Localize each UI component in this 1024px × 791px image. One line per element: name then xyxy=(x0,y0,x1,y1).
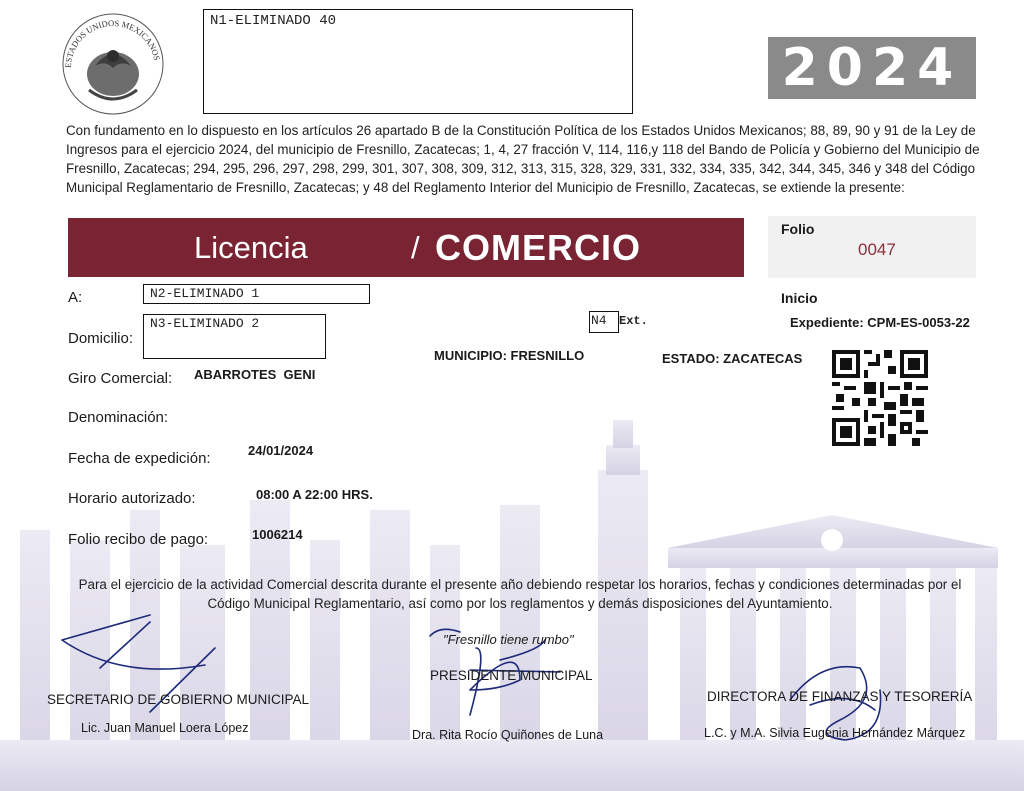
expediente-text: Expediente: CPM-ES-0053-22 xyxy=(790,315,970,330)
secretario-name: Lic. Juan Manuel Loera López xyxy=(81,721,249,735)
domicilio-label: Domicilio: xyxy=(68,330,134,347)
giro-comercial-value: ABARROTES GENI xyxy=(194,367,316,382)
folio-value: 0047 xyxy=(858,240,896,259)
ext-label: Ext. xyxy=(619,314,648,328)
legal-basis-text: Con fundamento en lo dispuesto en los artículos 26 apartado B de la Constitución Política de los Estados Unidos Mexicanos; 88, 89, 90 y 91 de la Ley de Ingresos para el ejercicio 2024, del municipio de Fresnillo, Zacatecas; 1, 4, 27 fracción V, 114, 116,y 118 del Bando de Policía y Gobierno del Municipio de Fresnillo, Zacatecas; 294, 295, 296, 297, 298, 299, 301, 307, 308, 309, 312, 313, 315, 328, 329, 331, 332, 334, 335, 342, 344, 345, 346 y 348 del Código Municipal Reglamentario de Fresnillo, Zacatecas; y 48 del Reglamento Interior del Municipio de Fresnillo, Zacatecas, se extiende la presente: xyxy=(66,123,980,195)
license-type-value: COMERCIO xyxy=(435,227,641,268)
inicio-label: Inicio xyxy=(781,290,818,306)
banner-slash: / xyxy=(411,230,420,265)
estado-text: ESTADO: ZACATECAS xyxy=(662,351,803,366)
giro-comercial-label: Giro Comercial: xyxy=(68,370,173,387)
licencia-label: Licencia xyxy=(194,230,308,265)
year-badge: 2024 xyxy=(768,37,976,99)
seal-text: ESTADOS UNIDOS MEXICANOS xyxy=(62,17,163,69)
conditions-statement: Para el ejercicio de la actividad Comercial descrita durante el presente año debiendo respetar los horarios, fechas y condiciones determinadas por el Código Municipal Reglamentario, así como por los reglamentos y demás disposiciones del Ayuntamiento. xyxy=(78,577,962,611)
domicilio-value: N3-ELIMINADO 2 xyxy=(143,314,326,359)
denominacion-label: Denominación: xyxy=(68,409,169,426)
municipio-text: MUNICIPIO: FRESNILLO xyxy=(434,348,585,363)
folio-recibo-value: 1006214 xyxy=(252,527,303,542)
horario-value: 08:00 A 22:00 HRS. xyxy=(256,487,373,502)
directora-title: DIRECTORA DE FINANZAS Y TESORERÍA xyxy=(707,689,973,704)
horario-label: Horario autorizado: xyxy=(68,490,196,507)
fecha-expedicion-label: Fecha de expedición: xyxy=(68,450,211,467)
redacted-field-n1: N1-ELIMINADO 40 xyxy=(203,9,633,114)
directora-name: L.C. y M.A. Silvia Eugenia Hernández Márquez xyxy=(704,726,966,740)
motto-text: "Fresnillo tiene rumbo" xyxy=(443,632,574,647)
presidente-name: Dra. Rita Rocío Quiñones de Luna xyxy=(412,728,604,742)
folio-label: Folio xyxy=(781,221,815,237)
redacted-n4-text: N4 xyxy=(591,313,607,328)
recipient-value: N2-ELIMINADO 1 xyxy=(143,284,370,304)
presidente-title: PRESIDENTE MUNICIPAL xyxy=(430,668,593,683)
secretario-title: SECRETARIO DE GOBIERNO MUNICIPAL xyxy=(47,692,310,707)
recipient-label: A: xyxy=(68,289,83,306)
fecha-expedicion-value: 24/01/2024 xyxy=(248,443,314,458)
folio-recibo-label: Folio recibo de pago: xyxy=(68,531,209,548)
